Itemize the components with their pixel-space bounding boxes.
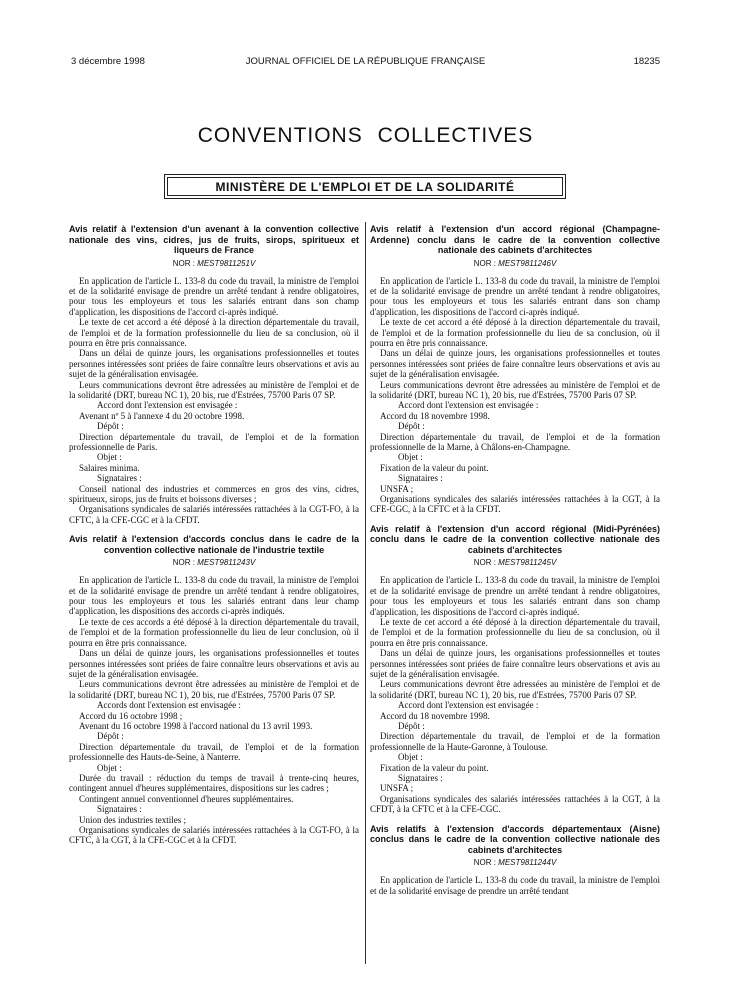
field-label: Signataires : [97, 473, 142, 484]
field-label: Signataires : [97, 804, 142, 815]
notice-industrie-textile [69, 534, 359, 846]
paragraph: En application de l'article L. 133-8 du code du travail, la ministre de l'emploi et de la solidarité envisage de prendre un arrêté tendant à rendre obligatoires, pour tous les employeurs et tous les salariés entrant dans son champ d'application, les dispositions de l'accord ci-après indiqué. [370, 575, 660, 617]
nor-code: MEST9811243V [197, 558, 256, 568]
nor-reference [370, 259, 660, 268]
field-value: Fixation de la valeur du point. [380, 462, 489, 473]
nor-label: NOR : [172, 558, 195, 568]
nor-label: NOR : [473, 258, 496, 268]
field-value: Organisations syndicales de salariés intéressées rattachées à la CGT-FO, à la CFTC, à la CGT, à la CFE-CGC et à la CFDT. [69, 825, 359, 846]
field-value: UNSFA ; [380, 783, 414, 794]
nor-code: MEST9811251V [197, 258, 256, 268]
paragraph: Dans un délai de quinze jours, les organisations professionnelles et toutes personnes intéressées sont priées de faire connaître leurs observations et avis au sujet de la généralisation envisagée. [370, 648, 660, 679]
paragraph: Dans un délai de quinze jours, les organisations professionnelles et toutes personnes intéressées sont priées de faire connaître leurs observations et avis au sujet de la généralisation envisagée. [370, 348, 660, 380]
field-value: Direction départementale du travail, de l'emploi et de la formation professionnelle de la Haute-Garonne, à Toulouse. [370, 731, 660, 752]
nor-code: MEST9811245V [498, 558, 557, 568]
field-value: Direction départementale du travail, de l'emploi et de la formation professionnelle des Hauts-de-Seine, à Nanterre. [69, 741, 359, 763]
notice-champagne-ardenne [370, 224, 660, 515]
nor-reference [370, 858, 660, 867]
field-value: Durée du travail : réduction du temps de travail à trente-cinq heures, contingent annuel d'heures supplémentaires, dispositions sur les cadres ; [69, 772, 359, 794]
paragraph: Leurs communications devront être adressées au ministère de l'emploi et de la solidarité (DRT, bureau NC 1), 20 bis, rue d'Estrées, 75700 Paris 07 SP. [69, 379, 359, 400]
paragraph: Leurs communications devront être adressées au ministère de l'emploi et de la solidarité (DRT, bureau NC 1), 20 bis, rue d'Estrées, 75700 Paris 07 SP. [69, 679, 359, 700]
paragraph: En application de l'article L. 133-8 du code du travail, la ministre de l'emploi et de la solidarité envisage de prendre un arrêté tendant à rendre obligatoires, pour tous les employeurs et tous les salariés entrant dans son champ d'application, les dispositions de l'accord ci-après indiqué. [69, 275, 359, 317]
field-value: Fixation de la valeur du point. [380, 762, 489, 773]
paragraph: Le texte de cet accord a été déposé à la direction départementale du travail, de l'emploi et de la formation professionnelle du lieu de sa conclusion, où il pourra en être pris connaissance. [370, 616, 660, 648]
nor-code: MEST9811246V [498, 258, 557, 268]
paragraph: En application de l'article L. 133-8 du code du travail, la ministre de l'emploi et de la solidarité envisage de prendre un arrêté tendant à rendre obligatoires, pour tous les employeurs et tous les salariés entrant dans leur champ d'application, les dispositions des accords ci-après indiqués. [69, 575, 359, 617]
field-value: Direction départementale du travail, de l'emploi et de la formation professionnelle de Paris. [69, 431, 359, 452]
ministry-banner [164, 174, 566, 199]
paragraph: Le texte de ces accords a été déposé à la direction départementale du travail, de l'emploi et de la formation professionnelle du lieu de leur conclusion, où il pourra en être pris connaissance. [69, 616, 359, 648]
field-value: Organisations syndicales de salariés intéressées rattachées à la CGT-FO, à la CFTC, à la CFE-CGC et à la CFDT. [69, 504, 359, 525]
nor-label: NOR : [473, 558, 496, 568]
field-label: Signataires : [398, 773, 443, 784]
field-label: Dépôt : [398, 721, 425, 732]
paragraph: Leurs communications devront être adressées au ministère de l'emploi et de la solidarité (DRT, bureau NC 1), 20 bis, rue d'Estrées, 75700 Paris 07 SP. [370, 379, 660, 400]
field-value: Union des industries textiles ; [79, 814, 186, 825]
field-label: Accords dont l'extension est envisagée : [97, 700, 241, 711]
journal-title: JOURNAL OFFICIEL DE LA RÉPUBLIQUE FRANÇAISE [245, 56, 486, 67]
field-label: Objet : [97, 762, 122, 773]
field-label: Accord dont l'extension est envisagée : [398, 700, 539, 711]
field-value: Avenant du 16 octobre 1998 à l'accord national du 13 avril 1993. [79, 720, 313, 731]
paragraph: En application de l'article L. 133-8 du code du travail, la ministre de l'emploi et de la solidarité envisage de prendre un arrêté tendant [370, 875, 660, 896]
paragraph: Leurs communications devront être adressées au ministère de l'emploi et de la solidarité (DRT, bureau NC 1), 20 bis, rue d'Estrées, 75700 Paris 07 SP. [370, 679, 660, 700]
left-column [69, 224, 359, 964]
field-value: Accord du 16 octobre 1998 ; [79, 710, 183, 721]
field-value: Organisations syndicales des salariés intéressées rattachées à la CGT, à la CFDT, à la CFTC et à la CFE-CGC. [370, 793, 660, 815]
field-value: Conseil national des industries et commerces en gros des vins, cidres, spiritueux, sirops, jus de fruits et boissons diverses ; [69, 483, 359, 505]
nor-code: MEST9811244V [498, 858, 557, 868]
notice-aisne [370, 824, 660, 896]
field-label: Dépôt : [97, 421, 124, 432]
nor-reference [370, 558, 660, 567]
field-value: Accord du 18 novembre 1998. [380, 410, 490, 421]
ministry-name: MINISTÈRE DE L'EMPLOI ET DE LA SOLIDARITÉ [167, 177, 563, 196]
field-value: Avenant nº 5 à l'annexe 4 du 20 octobre 1998. [79, 410, 245, 421]
nor-reference [69, 558, 359, 567]
notice-title: Avis relatif à l'extension d'un avenant à la convention collective nationale des vins, cidres, jus de fruits, sirops, spiritueux et liqueurs de France [69, 224, 359, 255]
paragraph: Dans un délai de quinze jours, les organisations professionnelles et toutes personnes intéressées sont priées de faire connaître leurs observations et avis au sujet de la généralisation envisagée. [69, 348, 359, 380]
field-label: Objet : [97, 452, 122, 463]
field-label: Accord dont l'extension est envisagée : [97, 400, 238, 411]
section-title: CONVENTIONS COLLECTIVES [197, 124, 534, 147]
field-label: Dépôt : [398, 421, 425, 432]
running-header [71, 56, 660, 70]
paragraph: Dans un délai de quinze jours, les organisations professionnelles et toutes personnes intéressées sont priées de faire connaître leurs observations et avis au sujet de la généralisation envisagée. [69, 648, 359, 679]
field-label: Objet : [398, 452, 423, 463]
field-value: Salaires minima. [79, 462, 140, 473]
field-value: Direction départementale du travail, de l'emploi et de la formation professionnelle de la Marne, à Châlons-en-Champagne. [370, 431, 660, 452]
issue-date: 3 décembre 1998 [71, 56, 145, 67]
field-label: Signataires : [398, 473, 443, 484]
field-label: Dépôt : [97, 731, 124, 742]
notice-vins-cidres [69, 224, 359, 525]
nor-label: NOR : [473, 858, 496, 868]
nor-reference [69, 259, 359, 268]
paragraph: Le texte de cet accord a été déposé à la direction départementale du travail, de l'emploi et de la formation professionnelle du lieu de sa conclusion, où il pourra en être pris connaissance. [370, 317, 660, 348]
field-value: Accord du 18 novembre 1998. [380, 710, 490, 721]
column-divider [365, 222, 366, 964]
field-label: Accord dont l'extension est envisagée : [398, 400, 539, 411]
notice-title: Avis relatifs à l'extension d'accords départementaux (Aisne) conclus dans le cadre de la convention collective nationale des cabinets d'architectes [370, 823, 660, 855]
field-value: Organisations syndicales des salariés intéressées rattachées à la CGT, à la CFE-CGC, à la CFTC et à la CFDT. [370, 494, 660, 515]
notice-midi-pyrenees [370, 524, 660, 815]
right-column [370, 224, 660, 964]
nor-label: NOR : [172, 258, 195, 268]
notice-title: Avis relatif à l'extension d'un accord régional (Champagne-Ardenne) conclu dans le cadre de la convention collective nationale des cabinets d'architectes [370, 224, 660, 255]
field-value: Contingent annuel conventionnel d'heures supplémentaires. [79, 793, 294, 804]
field-value: UNSFA ; [380, 483, 414, 494]
notice-title: Avis relatif à l'extension d'accords conclus dans le cadre de la convention collective nationale de l'industrie textile [69, 534, 359, 555]
page-number: 18235 [633, 56, 660, 67]
field-label: Objet : [398, 752, 423, 763]
notice-title: Avis relatif à l'extension d'un accord régional (Midi-Pyrénées) conclu dans le cadre de la convention collective nationale des cabinets d'architectes [370, 523, 660, 555]
paragraph: En application de l'article L. 133-8 du code du travail, la ministre de l'emploi et de la solidarité envisage de prendre un arrêté tendant à rendre obligatoires, pour tous les employeurs et tous les salariés entrant dans son champ d'application, les dispositions de l'accord ci-après indiqué. [370, 275, 660, 317]
paragraph: Le texte de cet accord a été déposé à la direction départementale du travail, de l'emploi et de la formation professionnelle du lieu de sa conclusion, où il pourra en être pris connaissance. [69, 317, 359, 348]
